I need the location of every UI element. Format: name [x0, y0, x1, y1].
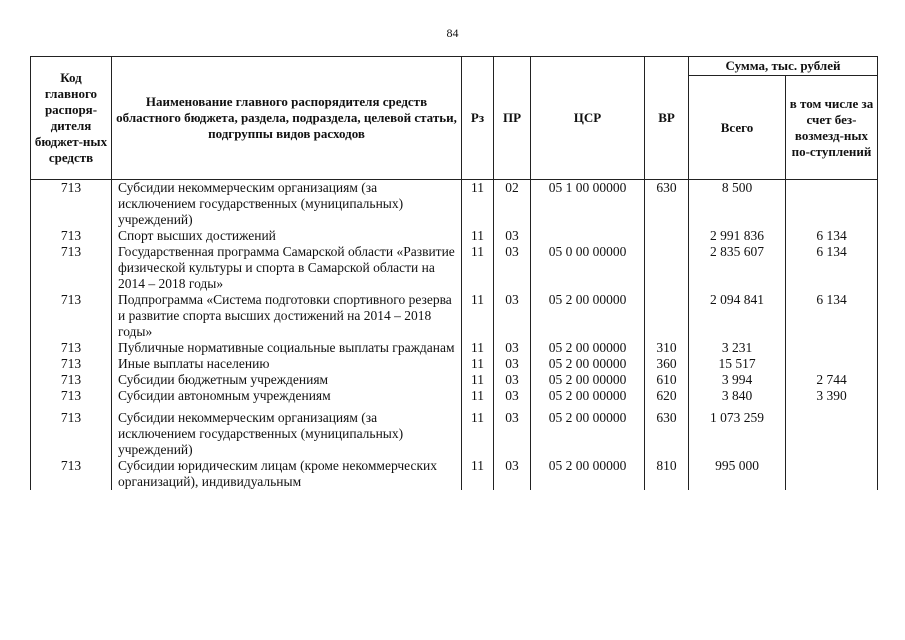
csr-cell: 05 2 00 00000 [531, 356, 645, 372]
total-cell: 3 840 [689, 388, 786, 404]
header-pr: ПР [494, 57, 531, 180]
table-row [31, 372, 878, 388]
total-cell: 3 994 [689, 372, 786, 388]
table-row [31, 180, 878, 229]
rz-cell: 11 [462, 180, 494, 229]
total-cell: 2 835 607 [689, 244, 786, 292]
incl-cell: 2 744 [786, 372, 878, 388]
total-cell: 15 517 [689, 356, 786, 372]
csr-cell: 05 2 00 00000 [531, 292, 645, 340]
name-cell: Субсидии некоммерческим организациям (за исключением государственных (муниципальных) учреждений) [112, 404, 462, 458]
vr-cell [645, 228, 689, 244]
vr-cell [645, 292, 689, 340]
pr-cell: 03 [494, 292, 531, 340]
csr-cell: 05 2 00 00000 [531, 404, 645, 458]
total-cell: 2 094 841 [689, 292, 786, 340]
code-cell: 713 [31, 340, 112, 356]
header-incl: в том числе за счет без-возмезд-ных по-ступлений [786, 76, 878, 180]
code-cell: 713 [31, 292, 112, 340]
code-cell: 713 [31, 388, 112, 404]
rz-cell: 11 [462, 228, 494, 244]
header-sum: Сумма, тыс. рублей [689, 57, 878, 76]
pr-cell: 02 [494, 180, 531, 229]
header-csr: ЦСР [531, 57, 645, 180]
incl-cell [786, 356, 878, 372]
total-cell: 8 500 [689, 180, 786, 229]
name-cell: Публичные нормативные социальные выплаты гражданам [112, 340, 462, 356]
rz-cell: 11 [462, 372, 494, 388]
vr-cell: 310 [645, 340, 689, 356]
incl-cell [786, 458, 878, 490]
code-cell: 713 [31, 404, 112, 458]
name-cell: Спорт высших достижений [112, 228, 462, 244]
pr-cell: 03 [494, 372, 531, 388]
table-row [31, 356, 878, 372]
page-number: 84 [446, 26, 459, 40]
pr-cell: 03 [494, 388, 531, 404]
code-cell: 713 [31, 228, 112, 244]
incl-cell [786, 340, 878, 356]
pr-cell: 03 [494, 404, 531, 458]
code-cell: 713 [31, 356, 112, 372]
rz-cell: 11 [462, 356, 494, 372]
total-cell: 1 073 259 [689, 404, 786, 458]
name-cell: Субсидии некоммерческим организациям (за исключением государственных (муниципальных) учреждений) [112, 180, 462, 229]
csr-cell: 05 1 00 00000 [531, 180, 645, 229]
incl-cell: 6 134 [786, 228, 878, 244]
csr-cell: 05 0 00 00000 [531, 244, 645, 292]
name-cell: Субсидии автономным учреждениям [112, 388, 462, 404]
vr-cell [645, 244, 689, 292]
incl-cell: 6 134 [786, 244, 878, 292]
table-row [31, 340, 878, 356]
csr-cell: 05 2 00 00000 [531, 388, 645, 404]
vr-cell: 630 [645, 404, 689, 458]
vr-cell: 620 [645, 388, 689, 404]
vr-cell: 810 [645, 458, 689, 490]
incl-cell: 3 390 [786, 388, 878, 404]
csr-cell: 05 2 00 00000 [531, 372, 645, 388]
table-row [31, 292, 878, 340]
name-cell: Иные выплаты населению [112, 356, 462, 372]
incl-cell: 6 134 [786, 292, 878, 340]
rz-cell: 11 [462, 244, 494, 292]
vr-cell: 610 [645, 372, 689, 388]
pr-cell: 03 [494, 356, 531, 372]
rz-cell: 11 [462, 458, 494, 490]
name-cell: Подпрограмма «Система подготовки спортивного резерва и развитие спорта высших достижений на 2014 – 2018 годы» [112, 292, 462, 340]
rz-cell: 11 [462, 404, 494, 458]
code-cell: 713 [31, 180, 112, 229]
pr-cell: 03 [494, 458, 531, 490]
pr-cell: 03 [494, 340, 531, 356]
table-row [31, 244, 878, 292]
total-cell: 3 231 [689, 340, 786, 356]
csr-cell: 05 2 00 00000 [531, 458, 645, 490]
vr-cell: 630 [645, 180, 689, 229]
table-row [31, 458, 878, 490]
table-row [31, 388, 878, 404]
name-cell: Субсидии бюджетным учреждениям [112, 372, 462, 388]
pr-cell: 03 [494, 228, 531, 244]
incl-cell [786, 404, 878, 458]
header-rz: Рз [462, 57, 494, 180]
total-cell: 995 000 [689, 458, 786, 490]
incl-cell [786, 180, 878, 229]
pr-cell: 03 [494, 244, 531, 292]
name-cell: Субсидии юридическим лицам (кроме некоммерческих организаций), индивидуальным [112, 458, 462, 490]
table-body [31, 180, 878, 491]
header-code: Код главного распоря-дителя бюджет-ных средств [31, 57, 112, 180]
csr-cell: 05 2 00 00000 [531, 340, 645, 356]
header-name: Наименование главного распорядителя средств областного бюджета, раздела, подраздела, целевой статьи, подгруппы видов расходов [112, 57, 462, 180]
rz-cell: 11 [462, 292, 494, 340]
header-vr: ВР [645, 57, 689, 180]
vr-cell: 360 [645, 356, 689, 372]
code-cell: 713 [31, 372, 112, 388]
header-total: Всего [689, 76, 786, 180]
csr-cell [531, 228, 645, 244]
rz-cell: 11 [462, 388, 494, 404]
code-cell: 713 [31, 458, 112, 490]
rz-cell: 11 [462, 340, 494, 356]
name-cell: Государственная программа Самарской области «Развитие физической культуры и спорта в Самарской области на 2014 – 2018 годы» [112, 244, 462, 292]
table-row [31, 228, 878, 244]
code-cell: 713 [31, 244, 112, 292]
budget-table [30, 56, 878, 490]
total-cell: 2 991 836 [689, 228, 786, 244]
table-row [31, 404, 878, 458]
